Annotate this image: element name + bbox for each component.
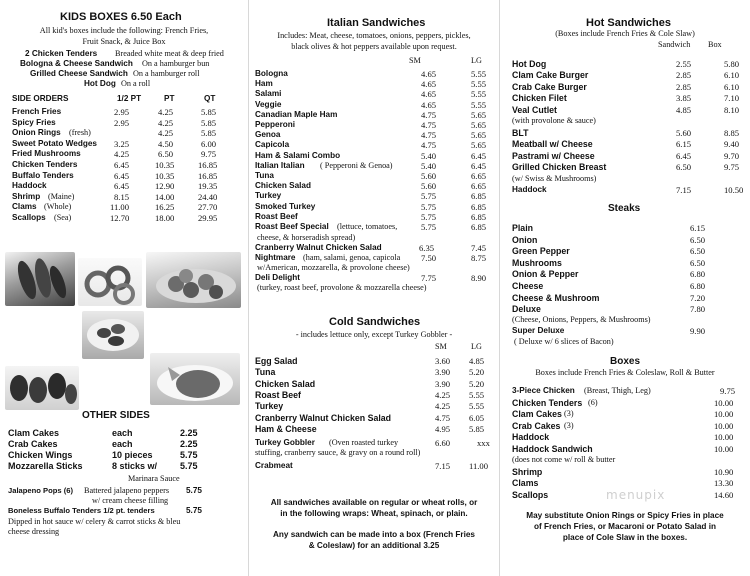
box-row: Haddock Sandwich 10.00 (512, 443, 734, 454)
box-row: Shrimp 10.90 (512, 467, 734, 477)
cold-sandwich-row: Tuna 3.90 5.20 (255, 367, 485, 378)
side-order-row: Fried Mushrooms 4.25 6.50 9.75 (12, 149, 217, 160)
steak-row: Onion & Pepper 6.80 (512, 269, 706, 280)
boneless-buffalo-desc-1: Dipped in hot sauce w/ celery & carrot sticks & bleu (8, 517, 181, 526)
sandwiches-column (249, 0, 499, 576)
menu-item-row: Turkey Gobbler (Oven roasted turkey 6.60 xxx (255, 438, 490, 448)
hot-sandwich-row: BLT 5.60 8.85 (512, 128, 740, 138)
cold-sandwich-row: Cranberry Walnut Chicken Salad 4.75 6.05 (255, 412, 485, 423)
grilled-chicken-note: (w/ Swiss & Mushrooms) (512, 174, 597, 183)
hot-sandwich-row: Clam Cake Burger 2.85 6.10 (512, 70, 740, 81)
menu-item-row: Nightmare (ham, salami, genoa, capicola 7.50 8.75 (255, 253, 487, 263)
cold-size-header: SM LG (435, 342, 482, 351)
italian-sandwich-row: Pepperoni 4.75 5.65 (255, 120, 487, 130)
cold-footer-2b: & Coleslaw) for an additional 3.25 (308, 541, 440, 550)
box-row: Chicken Tenders (6) 10.00 (512, 398, 734, 408)
other-sides-title: OTHER SIDES (82, 410, 150, 421)
side-order-row: French Fries 2.95 4.25 5.85 (12, 107, 217, 117)
boxes-footer-2: of French Fries, or Macaroni or Potato Salad in (534, 522, 716, 531)
cold-sandwich-row: Ham & Cheese 4.95 5.85 (255, 423, 485, 434)
italian-size-header: SM LG (409, 56, 482, 65)
kids-boxes-title: KIDS BOXES 6.50 Each (60, 11, 182, 23)
boxes-footer-3: place of Cole Slaw in the boxes. (562, 533, 688, 542)
steak-row: Green Pepper 6.50 (512, 246, 706, 257)
menu-item-row: Super Deluxe 9.90 (512, 326, 706, 336)
gobbler-note: stuffing, cranberry sauce, & gravy on a round roll) (255, 448, 421, 457)
italian-sandwich-row: Chicken Salad 5.60 6.65 (255, 181, 487, 192)
side-orders-header: SIDE ORDERS 1/2 PT PT QT (12, 94, 216, 103)
other-side-row: Mozzarella Sticks 8 sticks w/ 5.75 (8, 461, 198, 471)
menu-item-row: Cranberry Walnut Chicken Salad 6.35 7.45 (255, 243, 487, 253)
boneless-buffalo-row: Boneless Buffalo Tenders 1/2 pt. tenders 5.75 (8, 506, 202, 515)
hot-sandwich-row: Grilled Chicken Breast 6.50 9.75 (512, 162, 740, 173)
italian-sandwich-row: Roast Beef 5.75 6.85 (255, 211, 487, 222)
boxes-footer-1: May substitute Onion Rings or Spicy Fries in place (526, 511, 724, 520)
other-side-row: Crab Cakes each 2.25 (8, 439, 198, 449)
italian-sandwich-row: Genoa 4.75 5.65 (255, 130, 487, 141)
nightmare-note: w/American, mozzarella, & provolone cheese) (257, 263, 410, 272)
other-side-row: Clam Cakes each 2.25 (8, 428, 198, 438)
super-deluxe-note: ( Deluxe w/ 6 slices of Bacon) (514, 337, 614, 346)
italian-desc-2: black olives & hot peppers available upon request. (291, 42, 457, 51)
food-photo-tenders (5, 366, 79, 410)
haddock-sandwich-note: (does not come w/ roll & butter (512, 455, 616, 464)
hot-sandwich-row: Chicken Filet 3.85 7.10 (512, 93, 740, 104)
boneless-buffalo-desc-2: cheese dressing (8, 527, 60, 536)
food-photo-wings (82, 311, 144, 359)
hot-sandwich-row: Crab Cake Burger 2.85 6.10 (512, 81, 740, 92)
italian-sandwich-row: Salami 4.65 5.55 (255, 89, 487, 100)
side-order-row: Sweet Potato Wedges 3.25 4.50 6.00 (12, 138, 217, 149)
italian-sandwiches-title: Italian Sandwiches (327, 17, 426, 29)
italian-sandwich-row: Tuna 5.60 6.65 (255, 171, 487, 181)
food-photo-mozzarella (5, 252, 75, 306)
jalapeno-pops-note: w/ cream cheese filling (92, 496, 169, 505)
hot-sandwich-row: Veal Cutlet 4.85 8.10 (512, 104, 740, 115)
side-order-row: Buffalo Tenders 6.45 10.35 16.85 (12, 170, 218, 181)
side-order-row: Haddock 6.45 12.90 19.35 (12, 181, 218, 192)
cold-sandwich-row: Egg Salad 3.60 4.85 (255, 356, 485, 366)
side-order-row: Chicken Tenders 6.45 10.35 16.85 (12, 160, 218, 170)
cold-footer-2a: Any sandwich can be made into a box (French Fries (272, 530, 475, 539)
cold-sub: - includes lettuce only, except Turkey Gobbler - (295, 330, 453, 339)
boxes-sub: Boxes include French Fries & Coleslaw, Roll & Butter (535, 368, 715, 377)
other-side-row: Chicken Wings 10 pieces 5.75 (8, 450, 198, 460)
hot-steaks-boxes-column (500, 0, 750, 576)
cold-sandwich-row: Chicken Salad 3.90 5.20 (255, 378, 485, 389)
box-row: Scallops 14.60 (512, 489, 734, 500)
food-photo-nuggets (146, 252, 241, 308)
hot-sandwich-row: Pastrami w/ Cheese 6.45 9.70 (512, 150, 740, 161)
cold-footer-1a: All sandwiches available on regular or wheat rolls, or (270, 498, 478, 507)
steak-row: Mushrooms 6.50 (512, 257, 706, 268)
hot-sandwich-row: Meatball w/ Cheese 6.15 9.40 (512, 139, 740, 150)
italian-sandwich-row: Ham & Salami Combo 5.40 6.45 (255, 150, 487, 161)
steak-row: Cheese & Mushroom 7.20 (512, 292, 706, 303)
marinara-sauce-note: Marinara Sauce (128, 474, 180, 483)
box-row: Clam Cakes (3) 10.00 (512, 409, 734, 420)
italian-sandwich-row: Turkey 5.75 6.85 (255, 191, 487, 202)
roast-beef-special-note: cheese, & horseradish spread) (257, 233, 356, 242)
side-order-row: Spicy Fries 2.95 4.25 5.85 (12, 117, 217, 128)
italian-sandwich-row: Smoked Turkey 5.75 6.85 (255, 201, 487, 212)
steak-row: Deluxe 7.80 (512, 304, 706, 315)
food-photo-crab-cake (150, 353, 240, 405)
cold-sandwich-row: Turkey 4.25 5.55 (255, 401, 485, 412)
hot-sandwich-row: Hot Dog 2.55 5.80 (512, 59, 740, 69)
cold-sandwiches-title: Cold Sandwiches (329, 316, 421, 328)
kids-intro-2: Fruit Snack, & Juice Box (82, 37, 166, 46)
food-photo-onion-rings (78, 258, 142, 306)
hot-size-header: Sandwich Box (658, 40, 722, 49)
deluxe-note: (Cheese, Onions, Peppers, & Mushrooms) (512, 315, 651, 324)
steak-row: Plain 6.15 (512, 223, 706, 233)
menu-item-row: Haddock 7.15 10.50 (512, 185, 744, 195)
boxes-title: Boxes (610, 356, 641, 367)
menu-item-row: 3-Piece Chicken (Breast, Thigh, Leg) 9.75 (512, 386, 736, 396)
italian-sandwich-row: Italian Italian ( Pepperoni & Genoa) 5.40 6.45 (255, 160, 487, 171)
italian-sandwich-row: Canadian Maple Ham 4.75 5.65 (255, 109, 487, 120)
side-order-row: Shrimp (Maine) 8.15 14.00 24.40 (12, 191, 218, 202)
watermark: menupix (606, 488, 666, 502)
jalapeno-pops-row: Jalapeno Pops (6) Battered jalapeno peppers 5.75 (8, 486, 202, 495)
italian-desc-1: Includes: Meat, cheese, tomatoes, onions, peppers, pickles, (277, 31, 471, 40)
italian-sandwich-row: Veggie 4.65 5.55 (255, 99, 487, 110)
steaks-title: Steaks (608, 203, 641, 214)
box-row: Haddock 10.00 (512, 432, 734, 443)
cold-sandwich-row: Roast Beef 4.25 5.55 (255, 389, 485, 400)
veal-note: (with provolone & sauce) (512, 116, 596, 125)
hot-sub: (Boxes include French Fries & Cole Slaw) (555, 29, 695, 38)
kids-and-sides-column: KIDS BOXES 6.50 Each All kid's boxes include the following: French Fries, Fruit Snack, & Juice Box 2 Chicken Tenders Breaded white meat & deep fried Bologna & Cheese Sandwich On a hamburger bun Grilled Cheese Sandwich On a hamburger roll Hot Dog On a roll SIDE ORDERS 1/2 PT PT QT French Fries 2.95 4.25 5.85 Spicy Fries 2.95 4.25 5.85 Onion Rings (fresh) 4.25 5.85 Sweet Potato Wedges 3.25 4.50 6.00 Fried Mushrooms 4.25 6.50 9.75 Chicken Tenders 6.45 10.35 16.85 Buffalo Tenders 6.45 10.35 16.85 Haddock 6.45 12.90 19.35 Shrimp (Maine) 8.15 14.00 24.40 Clams (Whole) 11.00 16.25 27.70 Scallops (Sea) 12.70 18.00 29.95 OTHER SIDES Clam Cakes each 2.25 Crab Cakes each 2.25 Chicken Wings 10 pieces 5.75 Mozzarella Sticks 8 sticks w/ 5.75 Marinara Sauce Jalapeno Pops (6) Battered jalapeno peppers 5.75 w/ cream cheese filling Boneless Buffalo Tenders 1/2 pt. tenders 5.75 Dipped in hot sauce w/ celery & carrot sticks & bleu cheese dressing (0, 0, 248, 576)
hot-sandwiches-title: Hot Sandwiches (586, 17, 671, 29)
italian-sandwich-row: Bologna 4.65 5.55 (255, 69, 487, 79)
deli-delight-note: (turkey, roast beef, provolone & mozzarella cheese) (257, 283, 427, 292)
side-order-row: Scallops (Sea) 12.70 18.00 29.95 (12, 213, 218, 223)
italian-sandwich-row: Roast Beef Special (lettuce, tomatoes, 5.75 6.85 (255, 222, 487, 232)
menu-item-row: Deli Delight 7.75 8.90 (255, 273, 487, 283)
steak-row: Onion 6.50 (512, 234, 706, 245)
cold-footer-1b: in the following wraps: Wheat, spinach, or plain. (280, 509, 468, 518)
side-order-row: Onion Rings (fresh) 4.25 5.85 (12, 128, 217, 139)
box-row: Clams 13.30 (512, 478, 734, 489)
italian-sandwich-row: Ham 4.65 5.55 (255, 79, 487, 90)
kids-intro-1: All kid's boxes include the following: French Fries, (39, 26, 209, 35)
box-row: Crab Cakes (3) 10.00 (512, 420, 734, 431)
steak-row: Cheese 6.80 (512, 281, 706, 291)
side-order-row: Clams (Whole) 11.00 16.25 27.70 (12, 202, 218, 213)
italian-sandwich-row: Capicola 4.75 5.65 (255, 140, 487, 151)
menu-item-row: Crabmeat 7.15 11.00 (255, 461, 489, 471)
